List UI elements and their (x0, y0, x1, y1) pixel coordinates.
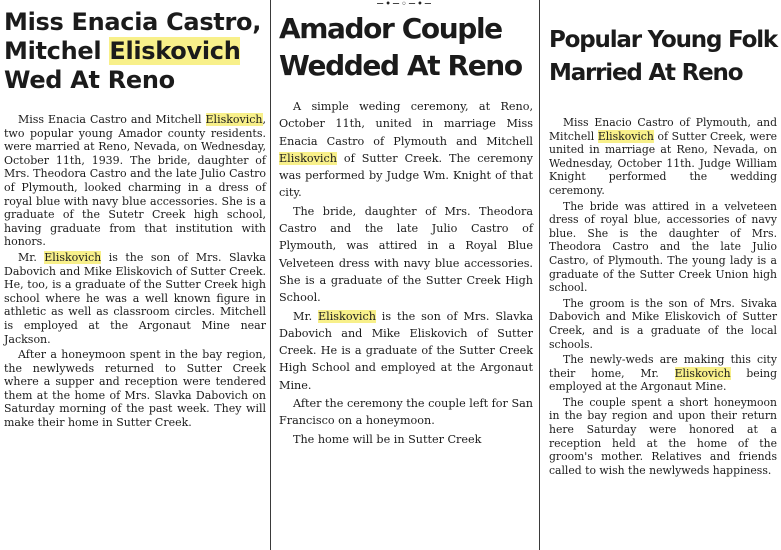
article-paragraph (4, 251, 266, 346)
paragraph-text: Miss Enacio Castro of Plymouth, and Mitchell (549, 116, 777, 143)
paragraph-text: Mr. (293, 309, 318, 323)
headline-text: Amador Couple (279, 12, 502, 45)
highlighted-name: Eliskovich (279, 151, 337, 165)
headline-text: Miss Enacia Castro, (4, 8, 262, 36)
highlighted-name: Eliskovich (674, 366, 731, 380)
article-paragraph (279, 395, 533, 430)
paragraph-text: The bride was attired in a velveteen dress of royal blue, accessories of navy blue. She is the daughter of Mrs. Theodora Castro and the late Julio Castro, of Plymouth. The young lady is a graduate of the Sutter Creek Union high school. (549, 199, 777, 295)
article-body (279, 98, 533, 448)
paragraph-text: is the son of Mrs. Slavka Dabovich and Mike Eliskovich of Sutter Creek. He, too, is a graduate of the Sutter Creek high school where he was a well known figure in athletic as well as classroom circles. Mitchell is employed at the Argonaut Mine near Jackson. (4, 250, 266, 346)
paragraph-text: The couple spent a short honeymoon in the bay region and upon their return here Saturday were honored at a reception held at the home of the groom's mother. Relatives and friends called to wish the newlyweds happiness. (549, 395, 777, 477)
paragraph-text: , two popular young Amador county residents. were married at Reno, Nevada, on Wednesday, October 11th, 1939. The bride, daughter of Mrs. Theodora Castro and the late Julio Castro of Plymouth, looked charming in a dress of royal blue with navy blue accessories. She is a graduate of the Sutetr Creek high school, having graduate from that institution with honors. (4, 113, 266, 249)
headline-text: Mitchel (4, 37, 110, 65)
paragraph-text: of Sutter Creek, were united in marriage at Reno, Nevada, on Wednesday, October 11th. Judge William Knight performed the wedding ceremony. (549, 129, 777, 197)
article-body (4, 113, 266, 430)
article-paragraph (279, 203, 533, 307)
headline-text: Wed At Reno (4, 66, 175, 94)
article-paragraph (4, 113, 266, 249)
headline-text: Popular Young Folk (549, 27, 777, 53)
article-paragraph (279, 431, 533, 448)
article-headline (279, 10, 533, 84)
headline-text: Married At Reno (549, 60, 743, 86)
paragraph-text: The newly-weds are making this city their home, Mr. (549, 353, 777, 380)
paragraph-text: The bride, daughter of Mrs. Theodora Castro and the late Julio Castro of Plymouth, was attired in a Royal Blue Velveteen dress with navy blue accessories. She is a graduate of the Sutter Creek High School. (279, 204, 533, 305)
paragraph-text: of Sutter Creek. The ceremony was performed by Judge Wm. Knight of that city. (279, 151, 533, 200)
highlighted-name: Eliskovich (205, 113, 263, 126)
column-ornament: ─•─◦─•─ (377, 0, 433, 10)
paragraph-text: is the son of Mrs. Slavka Dabovich and Mike Eliskovich of Sutter Creek. He is a graduate of the Sutter Creek High School and employed at the Argonaut Mine. (279, 309, 533, 392)
paragraph-text: After the ceremony the couple left for San Francisco on a honeymoon. (279, 397, 533, 428)
paragraph-text: Miss Enacia Castro and Mitchell (18, 113, 206, 126)
highlighted-name: Eliskovich (44, 250, 102, 264)
highlighted-name: Eliskovich (597, 129, 654, 143)
headline-text: Wedded At Reno (279, 49, 522, 82)
paragraph-text: The home will be in Sutter Creek (293, 432, 482, 446)
paragraph-text: The groom is the son of Mrs. Sivaka Dabovich and Mike Eliskovich of Sutter Creek, and is a graduate of the local schools. (549, 296, 777, 351)
paragraph-text: being employed at the Argonaut Mine. (549, 366, 777, 394)
article-column-3 (540, 0, 781, 550)
article-paragraph (549, 116, 777, 198)
paragraph-text: Mr. (18, 250, 45, 264)
paragraph-text: After a honeymoon spent in the bay region, the newlyweds returned to Sutter Creek where a supper and reception were tendered them at the home of Mrs. Slavka Dabovich on Saturday morning of the past week. They will make their home in Sutter Creek. (4, 348, 266, 430)
article-paragraph (549, 353, 777, 394)
article-paragraph (549, 297, 777, 351)
article-column-2 (271, 0, 539, 550)
article-paragraph (279, 308, 533, 394)
article-body (549, 116, 777, 477)
highlighted-name: Eliskovich (109, 37, 241, 65)
article-headline (4, 8, 266, 95)
article-paragraph (549, 396, 777, 478)
article-paragraph (549, 200, 777, 295)
highlighted-name: Eliskovich (317, 309, 376, 323)
article-paragraph (4, 348, 266, 430)
paragraph-text: A simple weding ceremony, at Reno, October 11th, united in marriage Miss Enacia Castro of Plymouth and Mitchell (279, 100, 533, 148)
article-paragraph (279, 98, 533, 202)
article-column-1 (0, 0, 270, 550)
article-headline (549, 24, 777, 90)
